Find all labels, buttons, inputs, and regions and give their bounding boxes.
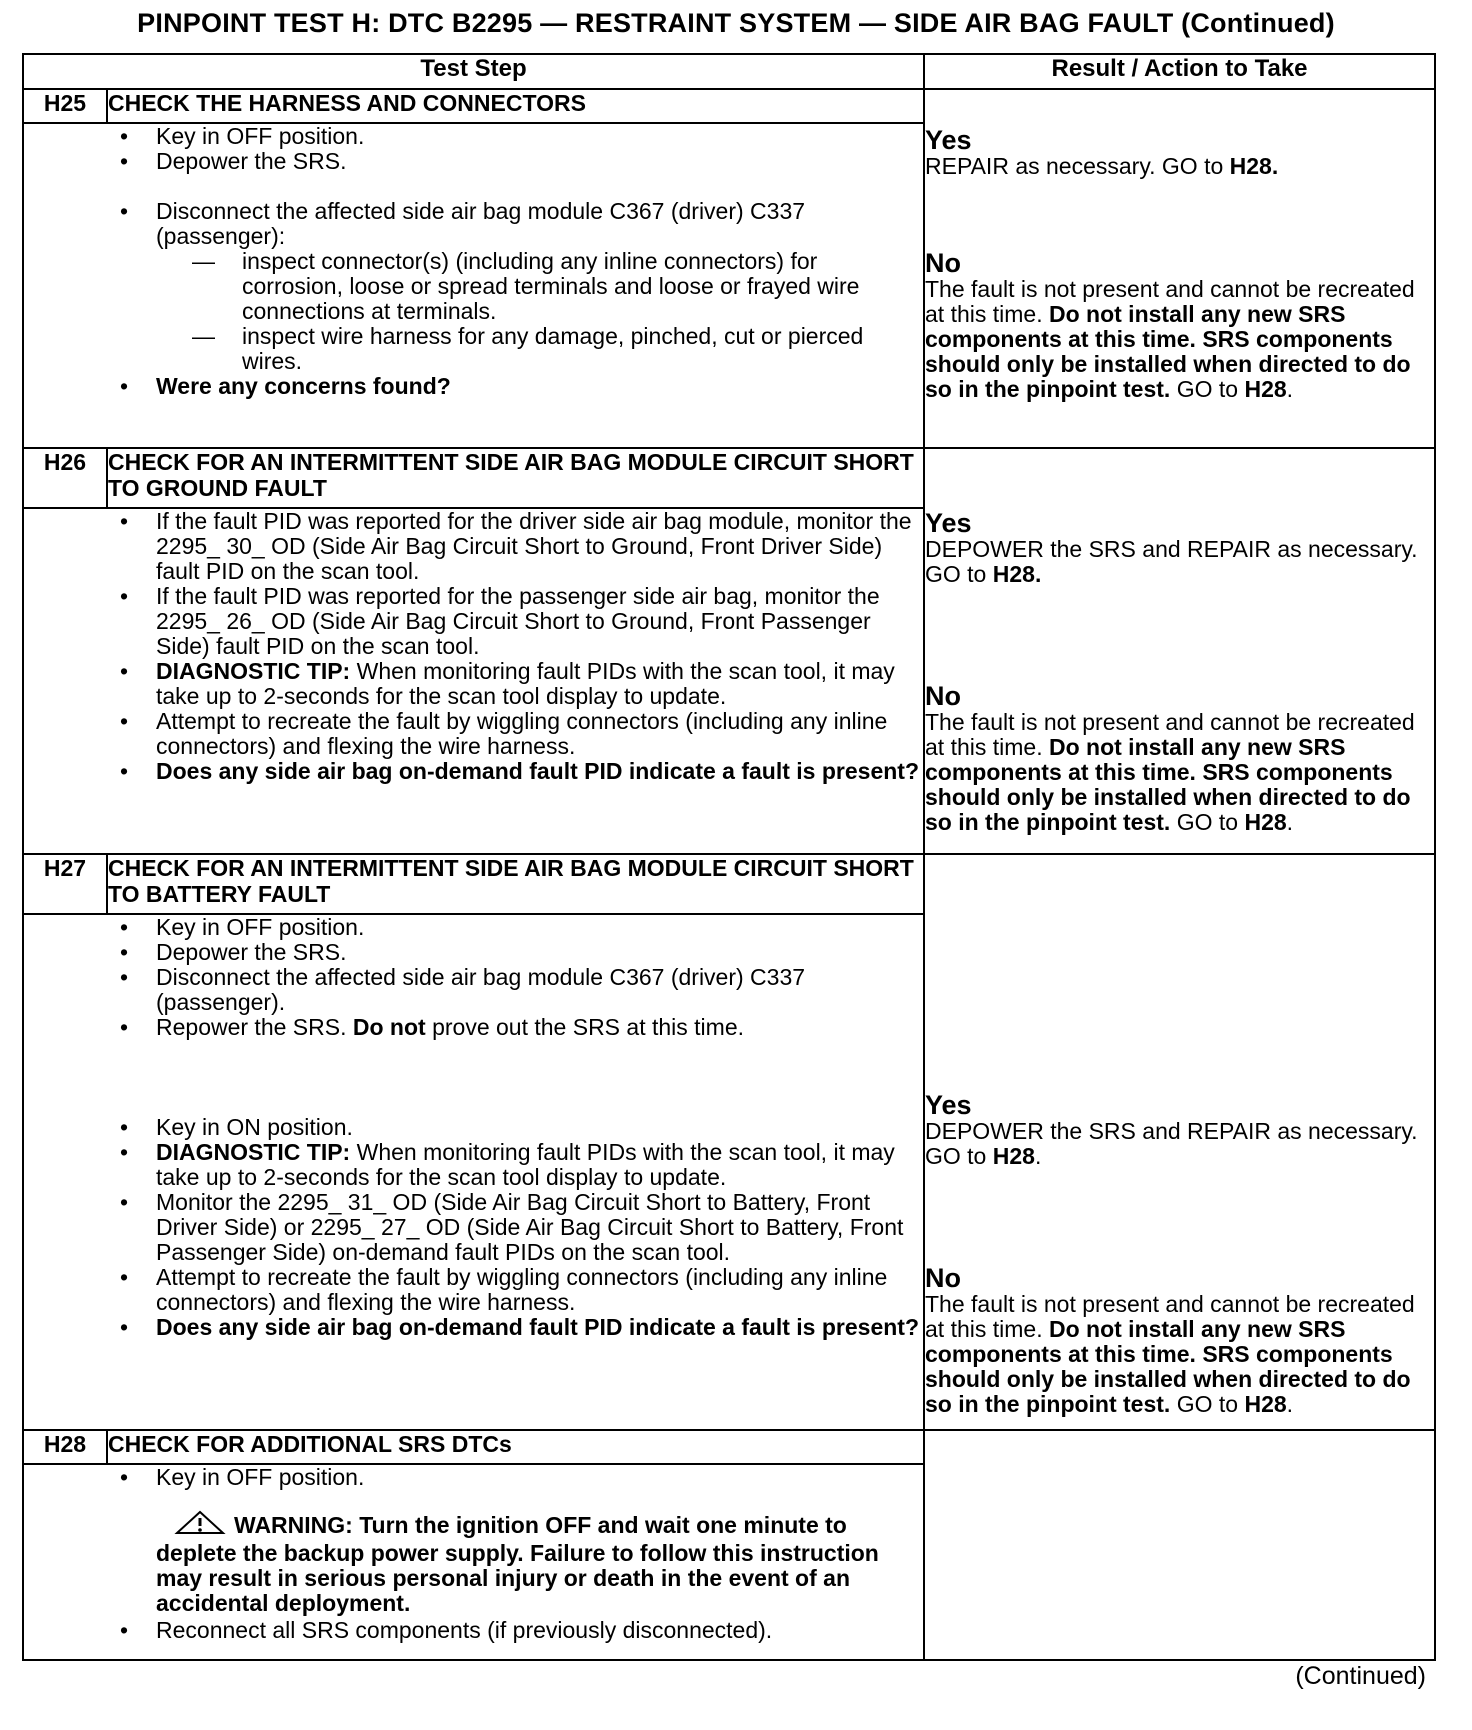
list-item: • DIAGNOSTIC TIP: When monitoring fault PIDs with the scan tool, it may take up to 2-seconds for the scan tool display to update. [24,659,923,709]
list-item: • Key in OFF position. [24,915,923,940]
no-label: No [925,248,961,278]
list-item: • Depower the SRS. [24,149,923,174]
step-h28-steps [23,1464,924,1660]
yes-label: Yes [925,125,972,155]
list-item: • If the fault PID was reported for the passenger side air bag, monitor the 2295_ 26_ OD (Side Air Bag Circuit Short to Ground, Front Passenger Side) fault PID on the scan tool. [24,584,923,659]
list-item: • Monitor the 2295_ 31_ OD (Side Air Bag Circuit Short to Battery, Front Driver Side) or 2295_ 27_ OD (Side Air Bag Circuit Short to Battery, Front Passenger Side) on-demand fault PIDs on the scan tool. [24,1190,923,1265]
sub-list-item: — inspect connector(s) (including any inline connectors) for corrosion, loose or spread terminals and loose or frayed wire connections at terminals. [192,249,923,324]
step-id: H25 [23,89,107,123]
list-item: • Key in OFF position. [24,1465,923,1490]
yes-label: Yes [925,1090,972,1120]
list-item: • Reconnect all SRS components (if previously disconnected). [24,1618,923,1643]
step-h28-title-row [23,1430,1435,1464]
list-item: • Repower the SRS. Do not prove out the SRS at this time. [24,1015,923,1040]
list-item: • Disconnect the affected side air bag module C367 (driver) C337 (passenger): — inspect connector(s) (including any inline connectors) for corrosion, loose or spread terminals and loose or frayed wire connections at terminals. — inspect wire harness for any damage, pinched, cut or pierced wires. [24,199,923,374]
list-item: • Disconnect the affected side air bag module C367 (driver) C337 (passenger). [24,965,923,1015]
step-h25-result [924,89,1435,448]
no-action: The fault is not present and cannot be recreated at this time. Do not install any new SRS components at this time. SRS components should only be installed when directed to do so in the pinpoint test. GO to H28. [925,276,1415,402]
step-id: H28 [23,1430,107,1464]
yes-action: REPAIR as necessary. GO to H28. [925,153,1279,179]
step-title: CHECK FOR ADDITIONAL SRS DTCs [107,1430,924,1464]
yes-action: DEPOWER the SRS and REPAIR as necessary. GO to H28. [925,536,1418,587]
yes-label: Yes [925,508,972,538]
yes-action: DEPOWER the SRS and REPAIR as necessary. GO to H28. [925,1118,1418,1169]
list-item: • Were any concerns found? [24,374,923,399]
no-label: No [925,681,961,711]
step-title: CHECK FOR AN INTERMITTENT SIDE AIR BAG MODULE CIRCUIT SHORT TO GROUND FAULT [107,448,924,508]
table-header-row [23,54,1435,89]
no-label: No [925,1263,961,1293]
step-h26-steps [23,508,924,854]
list-item: • If the fault PID was reported for the driver side air bag module, monitor the 2295_ 30_ OD (Side Air Bag Circuit Short to Ground, Front Driver Side) fault PID on the scan tool. [24,509,923,584]
step-h25-steps [23,123,924,448]
header-result: Result / Action to Take [924,54,1435,89]
list-item: • DIAGNOSTIC TIP: When monitoring fault PIDs with the scan tool, it may take up to 2-seconds for the scan tool display to update. [24,1140,923,1190]
list-item: • Attempt to recreate the fault by wiggling connectors (including any inline connectors) and flexing the wire harness. [24,709,923,759]
step-id: H27 [23,854,107,914]
step-h26-result [924,448,1435,854]
no-action: The fault is not present and cannot be recreated at this time. Do not install any new SRS components at this time. SRS components should only be installed when directed to do so in the pinpoint test. GO to H28. [925,709,1415,835]
step-title: CHECK THE HARNESS AND CONNECTORS [107,89,924,123]
pinpoint-test-table [22,53,1436,1661]
warning-text: WARNING: Turn the ignition OFF and wait one minute to deplete the backup power supply. Failure to follow this instruction may result in serious personal injury or death in the event of an accidental deployment. [156,1512,879,1616]
step-h28-result [924,1430,1435,1660]
list-item: • Depower the SRS. [24,940,923,965]
step-title: CHECK FOR AN INTERMITTENT SIDE AIR BAG MODULE CIRCUIT SHORT TO BATTERY FAULT [107,854,924,914]
list-item: • Key in OFF position. [24,124,923,149]
step-h26-title-row [23,448,1435,508]
page-title: PINPOINT TEST H: DTC B2295 — RESTRAINT SYSTEM — SIDE AIR BAG FAULT (Continued) [137,8,1335,38]
warning-block [24,1490,923,1616]
list-item: • Key in ON position. [24,1115,923,1140]
header-test-step: Test Step [23,54,924,89]
continued-label: (Continued) [1295,1662,1426,1690]
step-h25-title-row [23,89,1435,123]
list-item: • Does any side air bag on-demand fault PID indicate a fault is present? [24,1315,923,1340]
no-action: The fault is not present and cannot be recreated at this time. Do not install any new SRS components at this time. SRS components should only be installed when directed to do so in the pinpoint test. GO to H28. [925,1291,1415,1417]
step-h27-result [924,854,1435,1430]
list-item: • Attempt to recreate the fault by wiggling connectors (including any inline connectors) and flexing the wire harness. [24,1265,923,1315]
warning-icon [174,1510,226,1541]
list-item: • Does any side air bag on-demand fault PID indicate a fault is present? [24,759,923,784]
step-h27-title-row [23,854,1435,914]
step-h27-steps [23,914,924,1430]
step-id: H26 [23,448,107,508]
sub-list-item: — inspect wire harness for any damage, pinched, cut or pierced wires. [192,324,923,374]
